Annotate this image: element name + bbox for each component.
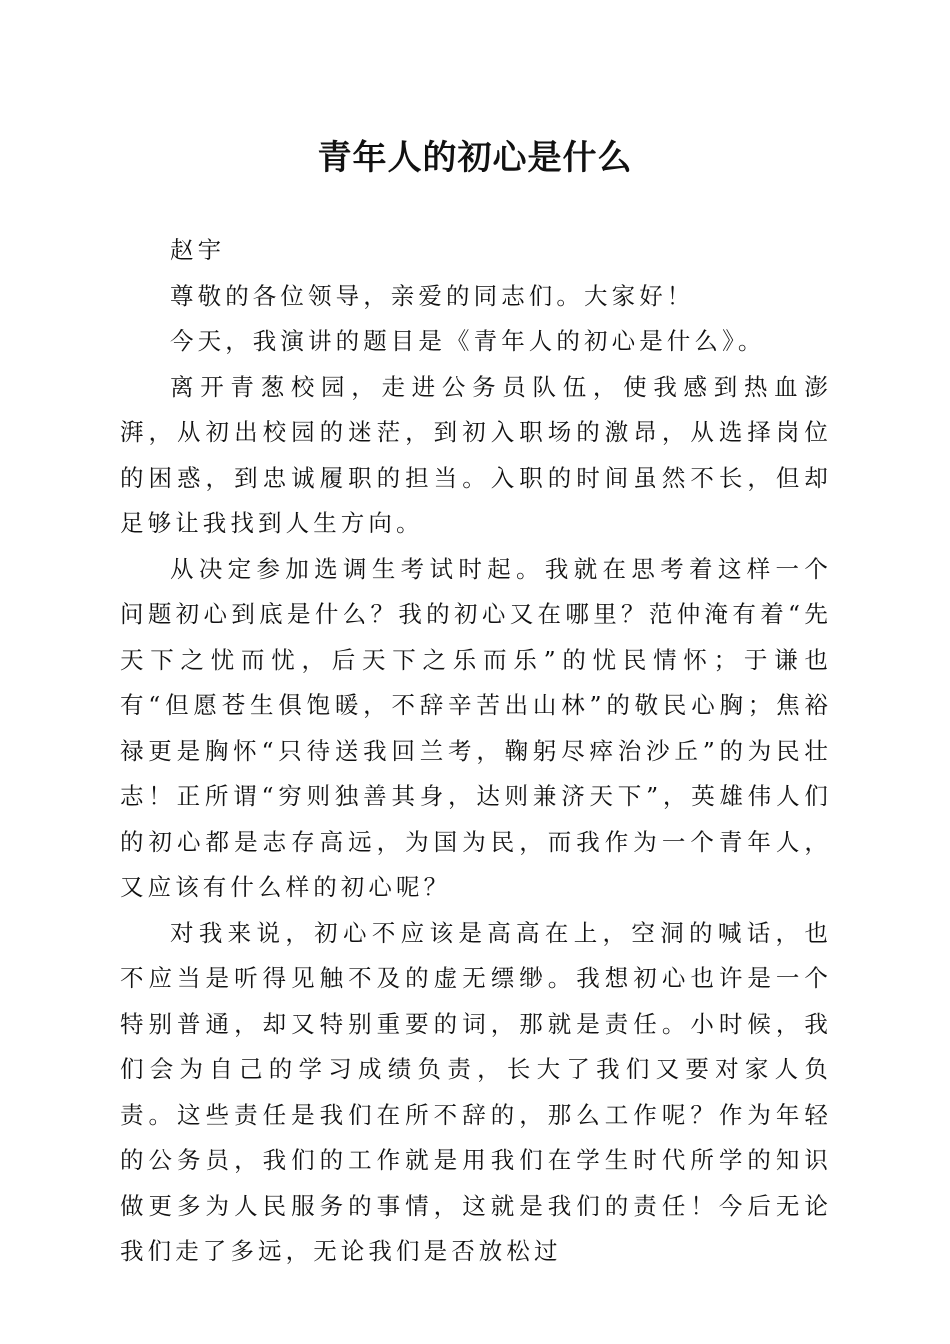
document-title: 青年人的初心是什么	[317, 138, 633, 178]
paragraph: 今天，我演讲的题目是《青年人的初心是什么》。	[170, 327, 766, 355]
paragraph: 对我来说，初心不应该是高高在上，空洞的喊话，也不应当是听得见触不及的虚无缥缈。我想初心也许是一个特别普通，却又特别重要的词，那就是责任。小时候，我们会为自己的学习成绩负责，长大了我们又要对家人负责。这些责任是我们在所不辞的，那么工作呢？作为年轻的公务员，我们的工作就是用我们在学生时代所学的知识做更多为人民服务的事情，这就是我们的责任！今后无论我们走了多远，无论我们是否放松过	[120, 918, 832, 1265]
paragraph: 离开青葱校园，走进公务员队伍，使我感到热血澎湃，从初出校园的迷茫，到初入职场的激昂，从选择岗位的困惑，到忠诚履职的担当。入职的时间虽然不长，但却足够让我找到人生方向。	[120, 372, 832, 537]
paragraph: 尊敬的各位领导，亲爱的同志们。大家好！	[170, 281, 695, 310]
paragraph: 从决定参加选调生考试时起。我就在思考着这样一个问题初心到底是什么？我的初心又在哪里？范仲淹有着“先天下之忧而忧，后天下之乐而乐”的忧民情怀；于谦也有“但愿苍生俱饱暖，不辞辛苦出山林”的敬民心胸；焦裕禄更是胸怀“只待送我回兰考，鞠躬尽瘁治沙丘”的为民壮志！正所谓“穷则独善其身，达则兼济天下”，英雄伟人们的初心都是志存高远，为国为民，而我作为一个青年人，又应该有什么样的初心呢？	[120, 554, 832, 901]
document-body	[120, 228, 832, 1275]
author-line: 赵宇	[170, 236, 226, 264]
